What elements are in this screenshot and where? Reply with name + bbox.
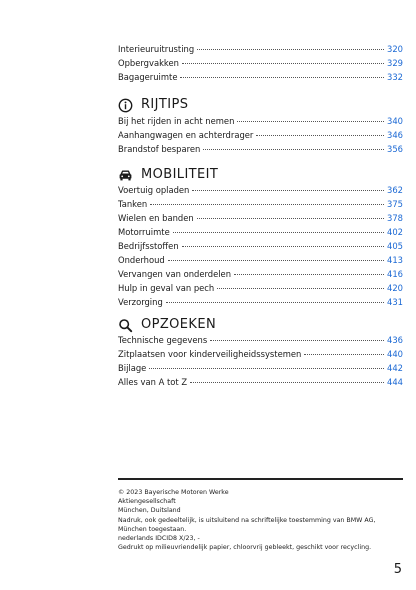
toc-entry-label: Technische gegevens <box>118 335 208 345</box>
section-heading-mobiliteit <box>118 166 218 184</box>
toc-entry[interactable] <box>118 295 403 309</box>
dot-leader <box>168 260 384 261</box>
toc-entry[interactable] <box>118 211 403 225</box>
dot-leader <box>256 135 384 136</box>
toc-entry-label: Bedrijfsstoffen <box>118 241 179 251</box>
toc-list-mobiliteit <box>118 183 403 309</box>
toc-entry[interactable] <box>118 225 403 239</box>
section-title: RIJTIPS <box>141 97 189 112</box>
toc-entry-page[interactable]: 413 <box>387 255 403 265</box>
toc-entry-page[interactable]: 420 <box>387 283 403 293</box>
toc-entry-label: Zitplaatsen voor kinderveiligheidssystemen <box>118 349 302 359</box>
toc-entry[interactable] <box>118 361 403 375</box>
imprint-line: © 2023 Bayerische Motoren Werke <box>118 489 229 496</box>
toc-entry-page[interactable]: 346 <box>387 130 403 140</box>
section-title: MOBILITEIT <box>141 167 219 182</box>
toc-entry-label: Bijlage <box>118 363 147 373</box>
dot-leader <box>150 204 384 205</box>
toc-entry-page[interactable]: 416 <box>387 269 403 279</box>
toc-entry-page[interactable]: 340 <box>387 116 403 126</box>
toc-list-opzoeken <box>118 333 403 389</box>
toc-entry-page[interactable]: 332 <box>387 72 403 82</box>
toc-entry-label: Bagageruimte <box>118 72 178 82</box>
dot-leader <box>197 49 384 50</box>
toc-entry-page[interactable]: 356 <box>387 144 403 154</box>
imprint-line: Gedrukt op milieuvriendelijk papier, chloorvrij gebleekt, geschikt voor recycling. <box>118 544 372 552</box>
toc-entry[interactable] <box>118 183 403 197</box>
section-heading-opzoeken <box>118 316 216 334</box>
dot-leader <box>237 121 384 122</box>
toc-entry[interactable] <box>118 42 403 56</box>
dot-leader <box>192 190 384 191</box>
toc-entry[interactable] <box>118 347 403 361</box>
toc-entry[interactable] <box>118 253 403 267</box>
toc-entry-label: Opbergvakken <box>118 58 179 68</box>
dot-leader <box>197 218 384 219</box>
toc-entry-label: Tanken <box>118 199 148 209</box>
toc-entry[interactable] <box>118 197 403 211</box>
dot-leader <box>217 288 384 289</box>
dot-leader <box>210 340 384 341</box>
toc-entry-label: Vervangen van onderdelen <box>118 269 232 279</box>
toc-entry[interactable] <box>118 56 403 70</box>
toc-entry[interactable] <box>118 333 403 347</box>
toc-entry[interactable] <box>118 281 403 295</box>
toc-entry-label: Motorruimte <box>118 227 170 237</box>
toc-entry-label: Onderhoud <box>118 255 165 265</box>
toc-entry-page[interactable]: 405 <box>387 241 403 251</box>
toc-entry-label: Brandstof besparen <box>118 144 201 154</box>
toc-entry-label: Wielen en banden <box>118 213 194 223</box>
page-number: 5 <box>393 562 402 577</box>
dot-leader <box>166 302 384 303</box>
toc-entry[interactable] <box>118 375 403 389</box>
dot-leader <box>182 63 384 64</box>
dot-leader <box>180 77 384 78</box>
imprint-line: Nadruk, ook gedeeltelijk, is uitsluitend na schriftelijke toestemming van BMW AG, <box>118 516 376 524</box>
dot-leader <box>234 274 384 275</box>
toc-continued <box>118 42 403 84</box>
toc-entry[interactable] <box>118 70 403 84</box>
section-title: OPZOEKEN <box>141 317 217 332</box>
toc-entry-page[interactable]: 375 <box>387 199 403 209</box>
toc-entry-label: Bij het rijden in acht nemen <box>118 116 235 126</box>
toc-entry-page[interactable]: 362 <box>387 185 403 195</box>
toc-entry[interactable] <box>118 142 403 156</box>
imprint <box>118 488 403 552</box>
toc-entry-label: Voertuig opladen <box>118 185 190 195</box>
dot-leader <box>173 232 384 233</box>
toc-entry-label: Aanhangwagen en achterdrager <box>118 130 254 140</box>
toc-entry-page[interactable]: 442 <box>387 363 403 373</box>
imprint-line: nederlands IDCID8 X/23, - <box>118 535 200 543</box>
info-circle-icon <box>118 98 133 113</box>
toc-entry-label: Hulp in geval van pech <box>118 283 215 293</box>
toc-entry-page[interactable]: 402 <box>387 227 403 237</box>
imprint-line: Aktiengesellschaft <box>118 498 176 506</box>
toc-entry[interactable] <box>118 239 403 253</box>
toc-list-rijtips <box>118 114 403 156</box>
toc-entry-page[interactable]: 378 <box>387 213 403 223</box>
imprint-line: München toegestaan. <box>118 525 187 533</box>
dot-leader <box>304 354 384 355</box>
search-icon <box>118 318 133 333</box>
toc-entry[interactable] <box>118 114 403 128</box>
dot-leader <box>182 246 384 247</box>
dot-leader <box>149 368 384 369</box>
footer-divider <box>118 478 403 480</box>
toc-entry-page[interactable]: 329 <box>387 58 403 68</box>
toc-entry[interactable] <box>118 267 403 281</box>
toc-entry-label: Verzorging <box>118 297 163 307</box>
toc-entry-page[interactable]: 440 <box>387 349 403 359</box>
toc-entry-page[interactable]: 436 <box>387 335 403 345</box>
dot-leader <box>190 382 384 383</box>
toc-entry-page[interactable]: 320 <box>387 44 403 54</box>
car-icon <box>118 168 133 183</box>
dot-leader <box>203 149 384 150</box>
section-heading-rijtips <box>118 96 188 114</box>
toc-entry-label: Interieuruitrusting <box>118 44 195 54</box>
toc-entry[interactable] <box>118 128 403 142</box>
imprint-line: München, Duitsland <box>118 507 181 515</box>
toc-entry-page[interactable]: 444 <box>387 377 403 387</box>
toc-entry-page[interactable]: 431 <box>387 297 403 307</box>
toc-entry-label: Alles van A tot Z <box>118 377 188 387</box>
